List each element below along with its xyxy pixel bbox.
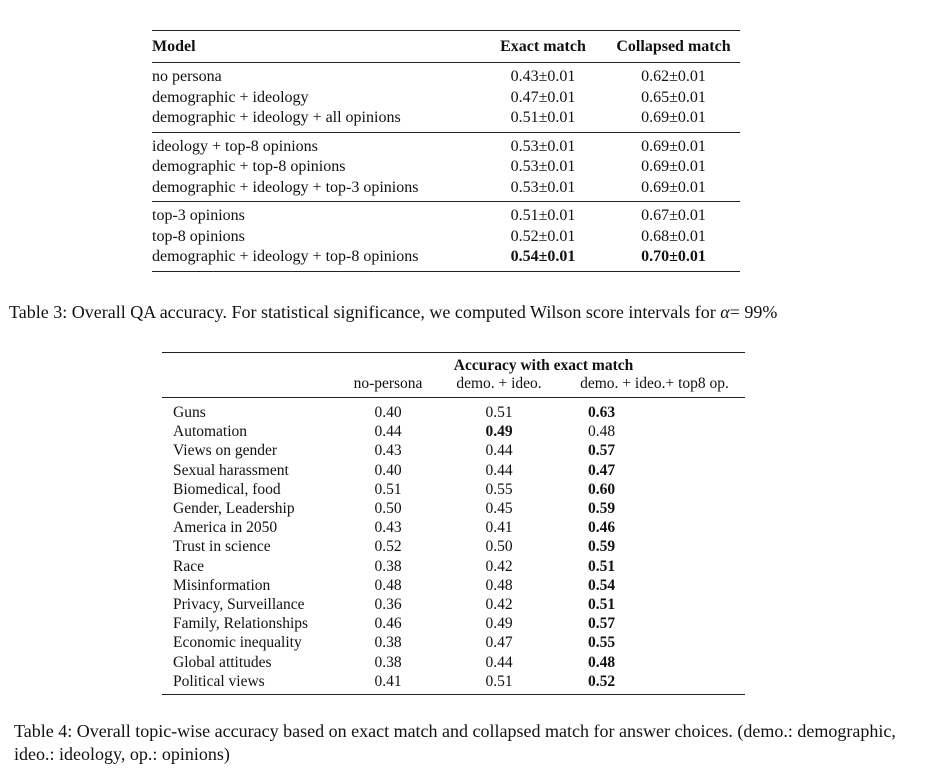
no-persona-cell: 0.52 (374, 538, 402, 556)
demo-ideo-cell: 0.51 (485, 404, 513, 421)
no-persona-cell: 0.48 (374, 576, 402, 594)
demo-ideo-cell: 0.44 (485, 653, 513, 671)
collapsed-match-cell: 0.69±0.01 (641, 137, 706, 155)
no-persona-cell: 0.46 (374, 615, 402, 633)
no-persona-cell: 0.38 (374, 634, 402, 652)
header-spacer (162, 375, 342, 398)
table-row (162, 672, 745, 695)
topic-cell: Views on gender (173, 442, 278, 460)
topic-cell: America in 2050 (173, 519, 278, 537)
caption-text: Table 3: Overall QA accuracy. For statistical significance, we computed Wilson score intervals for (9, 302, 721, 322)
demo-ideo-top8-cell: 0.57 (588, 615, 616, 633)
no-persona-cell: 0.50 (374, 500, 402, 518)
exact-match-cell: 0.53±0.01 (510, 178, 576, 196)
column-header-exact-match: Exact match (500, 37, 586, 55)
table-row (162, 653, 745, 672)
no-persona-cell: 0.43 (374, 442, 402, 460)
collapsed-match-cell: 0.67±0.01 (641, 207, 706, 224)
topic-cell: Economic inequality (173, 634, 302, 652)
column-header-no-persona: no-persona (353, 375, 423, 392)
exact-match-cell: 0.53±0.01 (510, 158, 576, 175)
model-cell: demographic + ideology + all opinions (152, 109, 401, 126)
topic-cell: Biomedical, food (173, 480, 281, 498)
model-cell: top-8 opinions (152, 227, 245, 245)
exact-match-cell: 0.47±0.01 (510, 88, 576, 106)
collapsed-match-cell: 0.69±0.01 (641, 158, 706, 175)
model-cell: demographic + ideology + top-3 opinions (152, 178, 419, 196)
no-persona-cell: 0.41 (374, 672, 402, 690)
demo-ideo-top8-cell: 0.51 (588, 557, 616, 575)
table-3-caption (9, 302, 919, 323)
topic-cell: Trust in science (173, 538, 271, 556)
exact-match-cell: 0.43±0.01 (510, 68, 576, 85)
demo-ideo-top8-cell: 0.48 (588, 423, 616, 441)
topic-cell: Race (173, 557, 204, 575)
topic-cell: Guns (173, 404, 206, 421)
demo-ideo-top8-cell: 0.46 (588, 519, 616, 537)
table-row (162, 595, 745, 614)
table-row (152, 202, 740, 227)
table-row (162, 461, 745, 480)
collapsed-match-cell: 0.69±0.01 (641, 109, 706, 126)
collapsed-match-cell: 0.62±0.01 (641, 68, 706, 85)
table-row (162, 518, 745, 537)
no-persona-cell: 0.40 (374, 404, 402, 421)
collapsed-match-cell: 0.70±0.01 (641, 248, 706, 265)
table-row (152, 63, 740, 88)
demo-ideo-cell: 0.47 (485, 634, 513, 652)
exact-match-cell: 0.51±0.01 (510, 109, 576, 126)
topic-cell: Misinformation (173, 576, 271, 594)
exact-match-cell: 0.54±0.01 (510, 248, 576, 265)
table-row (162, 422, 745, 441)
topic-cell: Global attitudes (173, 653, 272, 671)
no-persona-cell: 0.44 (374, 423, 402, 441)
table-row (152, 132, 740, 157)
table-row (162, 480, 745, 499)
table-4 (162, 352, 745, 695)
demo-ideo-top8-cell: 0.48 (588, 653, 616, 671)
exact-match-cell: 0.52±0.01 (510, 227, 576, 245)
table-3 (152, 30, 740, 272)
demo-ideo-cell: 0.55 (485, 480, 513, 498)
model-cell: demographic + ideology (152, 88, 309, 106)
model-cell: top-3 opinions (152, 207, 245, 224)
topic-cell: Sexual harassment (173, 461, 289, 479)
demo-ideo-top8-cell: 0.47 (588, 461, 616, 479)
table-row (152, 178, 740, 202)
no-persona-cell: 0.38 (374, 653, 402, 671)
demo-ideo-cell: 0.44 (485, 442, 513, 460)
table-row (152, 157, 740, 178)
model-cell: no persona (152, 68, 222, 85)
no-persona-cell: 0.40 (374, 461, 402, 479)
demo-ideo-top8-cell: 0.59 (588, 538, 616, 556)
table-row (162, 398, 745, 423)
demo-ideo-cell: 0.41 (485, 519, 513, 537)
demo-ideo-cell: 0.51 (485, 672, 513, 690)
group-header: Accuracy with exact match (453, 357, 634, 374)
model-cell: demographic + ideology + top-8 opinions (152, 248, 419, 265)
table-row (162, 557, 745, 576)
demo-ideo-top8-cell: 0.63 (588, 404, 616, 421)
table-row (152, 88, 740, 109)
table-3-body (152, 63, 740, 272)
demo-ideo-top8-cell: 0.60 (588, 480, 616, 498)
table-row (152, 227, 740, 248)
no-persona-cell: 0.38 (374, 557, 402, 575)
table-row (162, 537, 745, 556)
column-header-collapsed-match: Collapsed match (616, 37, 731, 55)
column-header-demo-ideo-top8: demo. + ideo.+ top8 op. (580, 375, 729, 392)
model-cell: demographic + top-8 opinions (152, 158, 346, 175)
topic-cell: Family, Relationships (173, 615, 309, 633)
collapsed-match-cell: 0.69±0.01 (641, 178, 706, 196)
collapsed-match-cell: 0.65±0.01 (641, 88, 706, 106)
table-row (162, 633, 745, 652)
collapsed-match-cell: 0.68±0.01 (641, 227, 706, 245)
header-spacer (162, 353, 342, 376)
topic-cell: Automation (173, 423, 248, 441)
table-row (152, 247, 740, 271)
table-row (162, 576, 745, 595)
demo-ideo-top8-cell: 0.59 (588, 500, 616, 518)
demo-ideo-top8-cell: 0.51 (588, 596, 616, 614)
table-row (162, 614, 745, 633)
topic-cell: Political views (173, 672, 265, 690)
caption-alpha: α (720, 302, 730, 322)
demo-ideo-cell: 0.42 (485, 596, 513, 614)
column-header-model: Model (152, 37, 196, 55)
demo-ideo-top8-cell: 0.57 (588, 442, 616, 460)
caption-suffix: = 99% (729, 302, 778, 322)
demo-ideo-cell: 0.42 (485, 557, 513, 575)
no-persona-cell: 0.36 (374, 596, 402, 614)
demo-ideo-cell: 0.49 (485, 615, 513, 633)
exact-match-cell: 0.51±0.01 (510, 207, 576, 224)
table-row (162, 441, 745, 460)
demo-ideo-top8-cell: 0.54 (588, 576, 616, 594)
demo-ideo-top8-cell: 0.52 (588, 672, 616, 690)
demo-ideo-cell: 0.49 (485, 423, 513, 441)
column-header-demo-ideo: demo. + ideo. (456, 375, 542, 392)
table-4-body (162, 398, 745, 695)
demo-ideo-cell: 0.45 (485, 500, 513, 518)
topic-cell: Privacy, Surveillance (173, 596, 305, 614)
demo-ideo-top8-cell: 0.55 (588, 634, 616, 652)
no-persona-cell: 0.43 (374, 519, 402, 537)
demo-ideo-cell: 0.48 (485, 576, 513, 594)
exact-match-cell: 0.53±0.01 (510, 137, 576, 155)
table-4-caption: Table 4: Overall topic-wise accuracy based on exact match and collapsed match for answer choices. (demo.: demographic, ideo.: ideology, op.: opinions) (14, 721, 896, 764)
model-cell: ideology + top-8 opinions (152, 137, 318, 155)
topic-cell: Gender, Leadership (173, 500, 295, 518)
table-row (162, 499, 745, 518)
table-row (152, 108, 740, 132)
demo-ideo-cell: 0.50 (485, 538, 513, 556)
demo-ideo-cell: 0.44 (485, 461, 513, 479)
no-persona-cell: 0.51 (374, 480, 402, 498)
